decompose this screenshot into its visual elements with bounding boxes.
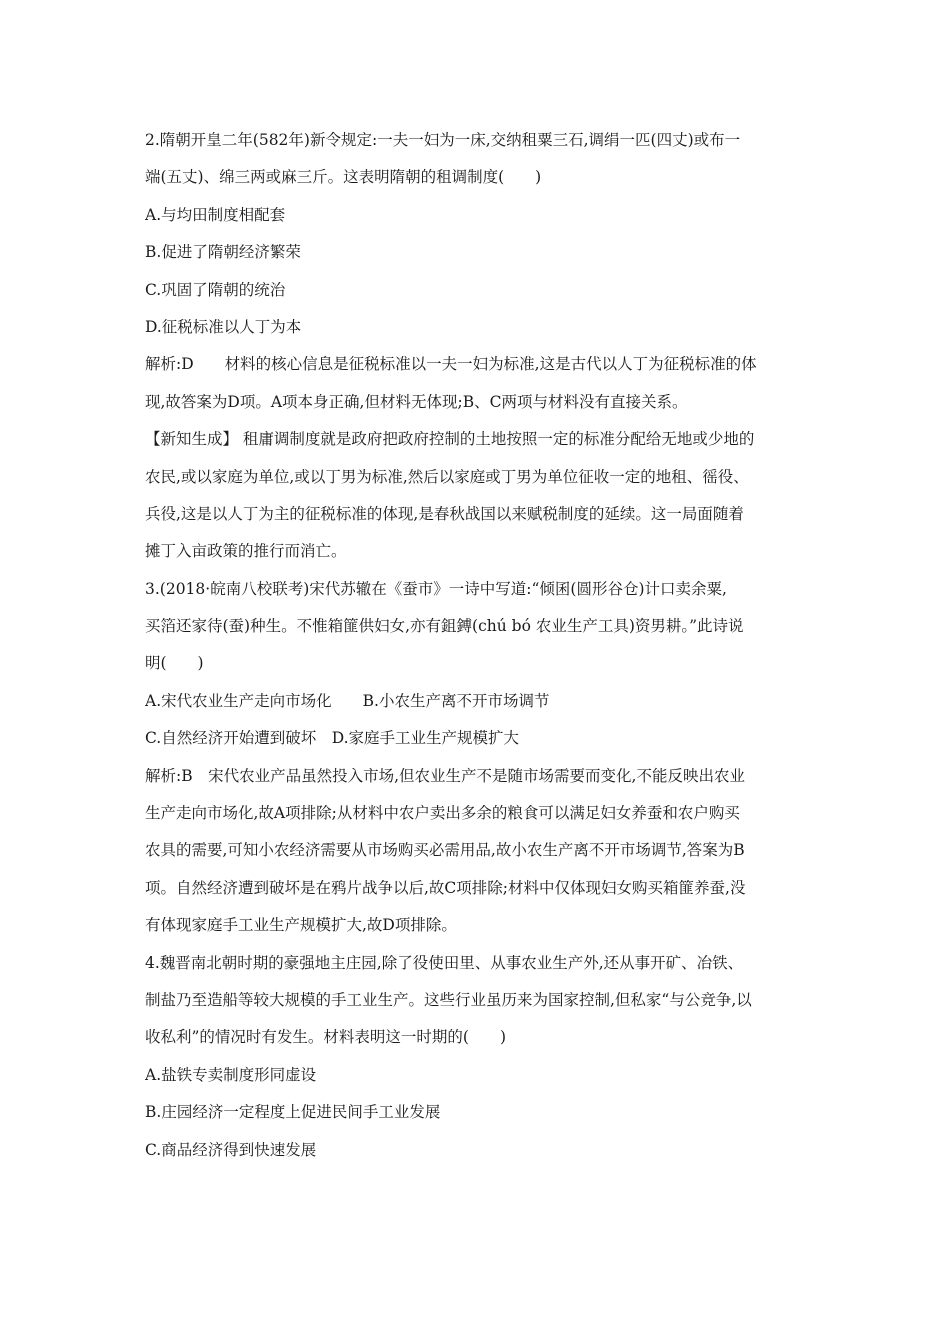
- option-line: B.促进了隋朝经济繁荣: [145, 243, 301, 262]
- text-line: 3.(2018·皖南八校联考)宋代苏辙在《蚕市》一诗中写道:“倾囷(圆形谷仓)计口卖余粟,: [145, 579, 727, 598]
- text-line: 收私利”的情况时有发生。材料表明这一时期的( ): [145, 1028, 507, 1047]
- text-line: 有体现家庭手工业生产规模扩大,故D项排除。: [145, 916, 457, 935]
- text-line: 农民,或以家庭为单位,或以丁男为标准,然后以家庭或丁男为单位征收一定的地租、徭役、: [145, 467, 749, 486]
- option-line: C.自然经济开始遭到破坏 D.家庭手工业生产规模扩大: [145, 729, 520, 748]
- text-line: 项。自然经济遭到破坏是在鸦片战争以后,故C项排除;材料中仅体现妇女购买箱篚养蚕,没: [145, 878, 746, 897]
- option-line: B.庄园经济一定程度上促进民间手工业发展: [145, 1103, 441, 1122]
- text-line: 生产走向市场化,故A项排除;从材料中农户卖出多余的粮食可以满足妇女养蚕和农户购买: [145, 804, 740, 823]
- text-line: 兵役,这是以人丁为主的征税标准的体现,是春秋战国以来赋税制度的延续。这一局面随着: [145, 504, 744, 523]
- document-body: [145, 122, 810, 1169]
- text-line: 解析:B 宋代农业产品虽然投入市场,但农业生产不是随市场需要而变化,不能反映出农业: [145, 766, 745, 785]
- text-line: 买箔还家待(蚕)种生。不惟箱篚供妇女,亦有鉏鎛(chú bó 农业生产工具)资男耕。”此诗说: [145, 617, 744, 636]
- text-line: 制盐乃至造船等较大规模的手工业生产。这些行业虽历来为国家控制,但私家“与公竞争,以: [145, 990, 752, 1009]
- option-line: A.宋代农业生产走向市场化 B.小农生产离不开市场调节: [145, 691, 550, 710]
- text-line: 明( ): [145, 654, 204, 673]
- option-line: C.商品经济得到快速发展: [145, 1140, 317, 1159]
- option-line: A.与均田制度相配套: [145, 205, 286, 224]
- text-line: 2.隋朝开皇二年(582年)新令规定:一夫一妇为一床,交纳租粟三石,调绢一匹(四丈)或布一: [145, 131, 741, 149]
- option-line: A.盐铁专卖制度形同虚设: [145, 1065, 317, 1084]
- text-line: 【新知生成】 租庸调制度就是政府把政府控制的土地按照一定的标准分配给无地或少地的: [145, 430, 755, 449]
- option-line: C.巩固了隋朝的统治: [145, 280, 286, 299]
- text-line: 摊丁入亩政策的推行而消亡。: [145, 542, 347, 561]
- text-line: 4.魏晋南北朝时期的豪强地主庄园,除了役使田里、从事农业生产外,还从事开矿、冶铁、: [145, 953, 744, 972]
- text-line: 端(五丈)、绵三两或麻三斤。这表明隋朝的租调制度( ): [145, 168, 542, 187]
- text-line: 解析:D 材料的核心信息是征税标准以一夫一妇为标准,这是古代以人丁为征税标准的体: [145, 355, 757, 374]
- text-line: 农具的需要,可知小农经济需要从市场购买必需用品,故小农生产离不开市场调节,答案为B: [145, 841, 745, 860]
- option-line: D.征税标准以人丁为本: [145, 317, 302, 336]
- text-line: 现,故答案为D项。A项本身正确,但材料无体现;B、C两项与材料没有直接关系。: [145, 392, 688, 411]
